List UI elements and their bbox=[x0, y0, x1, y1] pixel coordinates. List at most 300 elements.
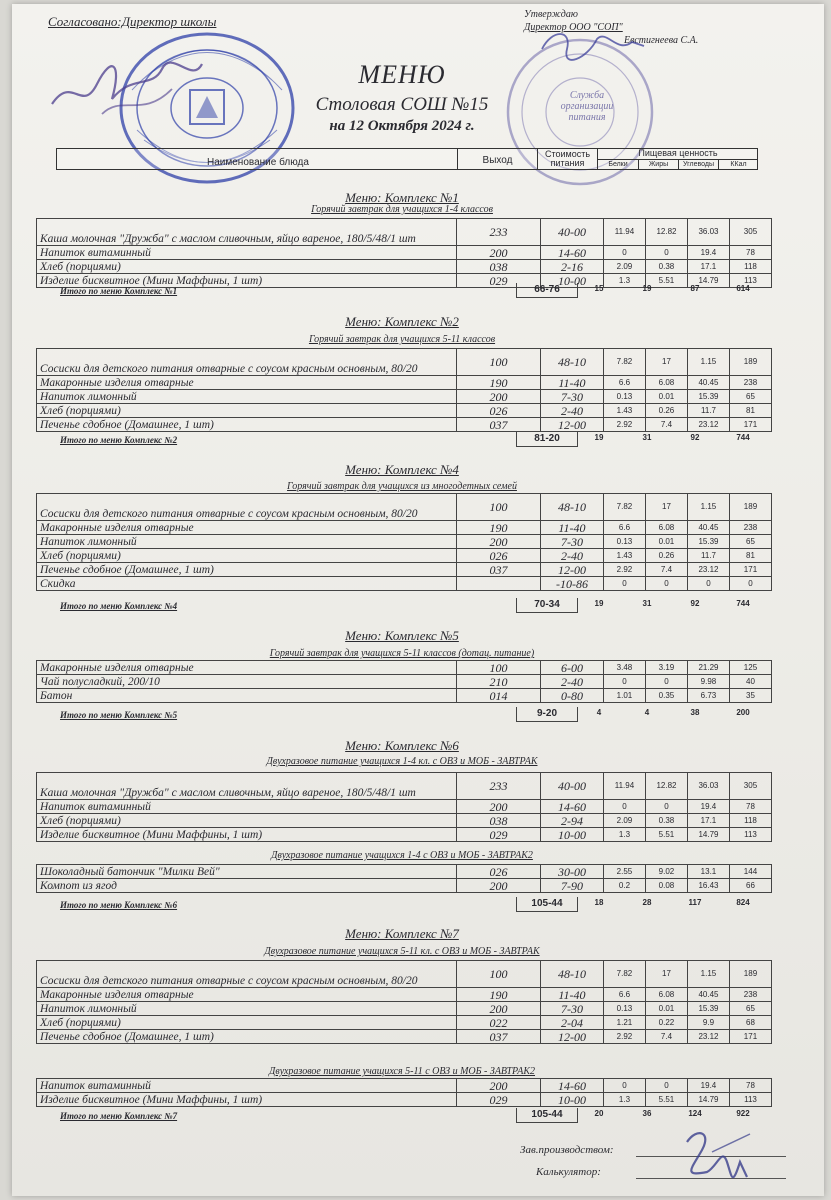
dish-protein: 0 bbox=[603, 577, 645, 591]
dish-fat: 17 bbox=[645, 494, 687, 521]
dish-output: 100 bbox=[456, 961, 540, 988]
dish-carbs: 36.03 bbox=[687, 219, 729, 246]
complex-title: Меню: Комплекс №7 bbox=[345, 926, 459, 941]
dish-fat: 3.19 bbox=[645, 661, 687, 675]
complex-title: Меню: Комплекс №2 bbox=[345, 314, 459, 329]
dish-carbs: 14.79 bbox=[687, 828, 729, 842]
dish-output: 022 bbox=[456, 1016, 540, 1030]
table-row bbox=[37, 675, 772, 689]
dish-name: Изделие бисквитное (Мини Маффины, 1 шт) bbox=[37, 274, 457, 288]
dish-output: 190 bbox=[456, 376, 540, 390]
total-fat: 4 bbox=[644, 708, 650, 717]
complex-total-price: 105-44 bbox=[516, 897, 578, 912]
dish-fat: 12.82 bbox=[645, 219, 687, 246]
dish-fat: 0.08 bbox=[645, 879, 687, 893]
dish-carbs: 23.12 bbox=[687, 563, 729, 577]
dish-price: 2-40 bbox=[540, 549, 603, 563]
col-output: Выход bbox=[457, 149, 537, 169]
nutrition-label: Пищевая ценность bbox=[638, 148, 718, 158]
dish-price: 10-00 bbox=[540, 274, 603, 288]
total-protein: 19 bbox=[594, 433, 604, 442]
dish-kcal: 35 bbox=[729, 689, 771, 703]
dish-fat: 0.35 bbox=[645, 689, 687, 703]
dish-output: 210 bbox=[456, 675, 540, 689]
dish-kcal: 81 bbox=[729, 549, 771, 563]
col-name: Наименование блюда bbox=[207, 157, 309, 168]
dish-name: Изделие бисквитное (Мини Маффины, 1 шт) bbox=[37, 828, 457, 842]
dish-price: 48-10 bbox=[540, 961, 603, 988]
group-subtitle: Двухразовое питание учащихся 1-4 кл. с ОВЗ и МОБ - ЗАВТРАК bbox=[266, 756, 538, 767]
dish-kcal: 144 bbox=[729, 865, 771, 879]
dish-carbs: 11.7 bbox=[687, 404, 729, 418]
dish-price: 7-30 bbox=[540, 535, 603, 549]
dish-price: 12-00 bbox=[540, 418, 603, 432]
dish-carbs: 1.15 bbox=[687, 494, 729, 521]
dish-kcal: 113 bbox=[729, 828, 771, 842]
complex-total-price: 81-20 bbox=[516, 432, 578, 447]
complex-total-nutrition bbox=[576, 708, 772, 722]
dish-fat: 0 bbox=[645, 577, 687, 591]
dish-carbs: 17.1 bbox=[687, 260, 729, 274]
dish-protein: 1.01 bbox=[603, 689, 645, 703]
col-protein: Белки bbox=[598, 159, 638, 169]
table-row bbox=[37, 865, 772, 879]
dish-carbs: 14.79 bbox=[687, 274, 729, 288]
dish-name: Напиток лимонный bbox=[37, 390, 457, 404]
dish-output: 200 bbox=[456, 246, 540, 260]
group-subtitle: Двухразовое питание учащихся 5-11 кл. с ОВЗ и МОБ - ЗАВТРАК bbox=[264, 946, 540, 957]
dish-kcal: 118 bbox=[729, 814, 771, 828]
dish-fat: 0.26 bbox=[645, 404, 687, 418]
menu-table bbox=[36, 218, 772, 288]
dish-price: 48-10 bbox=[540, 494, 603, 521]
dish-protein: 1.3 bbox=[603, 828, 645, 842]
dish-kcal: 238 bbox=[729, 521, 771, 535]
dish-protein: 2.09 bbox=[603, 814, 645, 828]
dish-kcal: 78 bbox=[729, 1079, 771, 1093]
dish-kcal: 68 bbox=[729, 1016, 771, 1030]
dish-protein: 1.43 bbox=[603, 404, 645, 418]
dish-price: 14-60 bbox=[540, 246, 603, 260]
approver-signature-icon bbox=[532, 24, 652, 64]
table-row bbox=[37, 814, 772, 828]
dish-kcal: 40 bbox=[729, 675, 771, 689]
group-subtitle: Двухразовое питание учащихся 1-4 с ОВЗ и МОБ - ЗАВТРАК2 bbox=[271, 850, 533, 861]
dish-name: Сосиски для детского питания отварные с соусом красным основным, 80/20 bbox=[37, 961, 457, 988]
dish-output: 233 bbox=[456, 773, 540, 800]
group-subtitle: Горячий завтрак для учащихся из многодетных семей bbox=[287, 481, 517, 492]
dish-carbs: 9.98 bbox=[687, 675, 729, 689]
dish-price: 7-30 bbox=[540, 1002, 603, 1016]
dish-kcal: 305 bbox=[729, 773, 771, 800]
dish-name: Печенье сдобное (Домашнее, 1 шт) bbox=[37, 418, 457, 432]
dish-protein: 0 bbox=[603, 800, 645, 814]
dish-fat: 6.08 bbox=[645, 521, 687, 535]
dish-name: Печенье сдобное (Домашнее, 1 шт) bbox=[37, 1030, 457, 1044]
dish-kcal: 189 bbox=[729, 349, 771, 376]
dish-fat: 0 bbox=[645, 246, 687, 260]
total-fat: 36 bbox=[642, 1109, 652, 1118]
dish-fat: 0.26 bbox=[645, 549, 687, 563]
complex-total-nutrition bbox=[576, 284, 772, 298]
dish-output: 200 bbox=[456, 1079, 540, 1093]
dish-output: 014 bbox=[456, 689, 540, 703]
dish-output: 200 bbox=[456, 879, 540, 893]
dish-protein: 6.6 bbox=[603, 376, 645, 390]
dish-kcal: 113 bbox=[729, 1093, 771, 1107]
dish-protein: 7.82 bbox=[603, 349, 645, 376]
total-fat: 31 bbox=[642, 433, 652, 442]
dish-price: 2-04 bbox=[540, 1016, 603, 1030]
dish-name: Печенье сдобное (Домашнее, 1 шт) bbox=[37, 563, 457, 577]
dish-fat: 7.4 bbox=[645, 563, 687, 577]
dish-carbs: 1.15 bbox=[687, 961, 729, 988]
total-protein: 20 bbox=[594, 1109, 604, 1118]
dish-price: 12-00 bbox=[540, 1030, 603, 1044]
table-row bbox=[37, 879, 772, 893]
dish-carbs: 36.03 bbox=[687, 773, 729, 800]
dish-kcal: 125 bbox=[729, 661, 771, 675]
complex-title: Меню: Комплекс №5 bbox=[345, 628, 459, 643]
dish-protein: 2.92 bbox=[603, 563, 645, 577]
menu-table bbox=[36, 772, 772, 842]
dish-name: Напиток витаминный bbox=[37, 800, 457, 814]
dish-kcal: 78 bbox=[729, 246, 771, 260]
dish-carbs: 6.73 bbox=[687, 689, 729, 703]
dish-output: 038 bbox=[456, 814, 540, 828]
dish-kcal: 118 bbox=[729, 260, 771, 274]
dish-price: 11-40 bbox=[540, 376, 603, 390]
dish-fat: 7.4 bbox=[645, 418, 687, 432]
total-kcal: 200 bbox=[736, 708, 750, 717]
table-row bbox=[37, 246, 772, 260]
dish-output: 037 bbox=[456, 418, 540, 432]
menu-sheet bbox=[12, 4, 824, 1196]
dish-carbs: 13.1 bbox=[687, 865, 729, 879]
dish-carbs: 19.4 bbox=[687, 246, 729, 260]
table-row bbox=[37, 418, 772, 432]
dish-price: 7-30 bbox=[540, 390, 603, 404]
group-subtitle: Горячий завтрак для учащихся 1-4 классов bbox=[311, 204, 493, 215]
dish-price: 12-00 bbox=[540, 563, 603, 577]
total-carbs: 38 bbox=[690, 708, 700, 717]
dish-protein: 1.3 bbox=[603, 274, 645, 288]
dish-protein: 2.92 bbox=[603, 1030, 645, 1044]
dish-fat: 0 bbox=[645, 675, 687, 689]
dish-name: Хлеб (порциями) bbox=[37, 404, 457, 418]
dish-name: Компот из ягод bbox=[37, 879, 457, 893]
table-row bbox=[37, 219, 772, 246]
dish-output: 190 bbox=[456, 988, 540, 1002]
dish-fat: 5.51 bbox=[645, 274, 687, 288]
dish-output: 029 bbox=[456, 1093, 540, 1107]
total-kcal: 922 bbox=[736, 1109, 750, 1118]
dish-fat: 9.02 bbox=[645, 865, 687, 879]
dish-name: Хлеб (порциями) bbox=[37, 549, 457, 563]
dish-carbs: 0 bbox=[687, 577, 729, 591]
dish-carbs: 17.1 bbox=[687, 814, 729, 828]
dish-protein: 3.48 bbox=[603, 661, 645, 675]
dish-output bbox=[456, 577, 540, 591]
table-row bbox=[37, 1016, 772, 1030]
dish-kcal: 189 bbox=[729, 961, 771, 988]
dish-name: Каша молочная "Дружба" с маслом сливочным, яйцо вареное, 180/5/48/1 шт bbox=[37, 773, 457, 800]
dish-carbs: 21.29 bbox=[687, 661, 729, 675]
total-protein: 15 bbox=[594, 284, 604, 293]
complex-total-label: Итого по меню Комплекс №7 bbox=[60, 1111, 178, 1121]
dish-fat: 5.51 bbox=[645, 1093, 687, 1107]
dish-fat: 0.01 bbox=[645, 390, 687, 404]
dish-kcal: 66 bbox=[729, 879, 771, 893]
col-nutrition bbox=[597, 149, 757, 169]
dish-output: 233 bbox=[456, 219, 540, 246]
group-subtitle: Горячий завтрак для учащихся 5-11 классов (дотац. питание) bbox=[269, 648, 535, 659]
dish-name: Сосиски для детского питания отварные с соусом красным основным, 80/20 bbox=[37, 349, 457, 376]
dish-name: Хлеб (порциями) bbox=[37, 814, 457, 828]
total-carbs: 124 bbox=[688, 1109, 702, 1118]
dish-protein: 11.94 bbox=[603, 773, 645, 800]
table-row bbox=[37, 661, 772, 675]
dish-name: Макаронные изделия отварные bbox=[37, 988, 457, 1002]
total-protein: 4 bbox=[596, 708, 602, 717]
dish-price: 11-40 bbox=[540, 988, 603, 1002]
dish-price: 14-60 bbox=[540, 1079, 603, 1093]
approval-line-2: Директор ООО "СОП" bbox=[524, 22, 623, 33]
table-row bbox=[37, 1002, 772, 1016]
dish-fat: 12.82 bbox=[645, 773, 687, 800]
dish-kcal: 78 bbox=[729, 800, 771, 814]
menu-date: на 12 Октября 2024 г. bbox=[329, 118, 475, 134]
dish-price: 11-40 bbox=[540, 521, 603, 535]
total-fat: 31 bbox=[642, 599, 652, 608]
table-row bbox=[37, 349, 772, 376]
col-cost: Стоимость питания bbox=[537, 149, 597, 169]
dish-protein: 1.3 bbox=[603, 1093, 645, 1107]
complex-total-price: 9-20 bbox=[516, 707, 578, 722]
dish-name: Шоколадный батончик "Милки Вей" bbox=[37, 865, 457, 879]
dish-output: 200 bbox=[456, 800, 540, 814]
dish-name: Скидка bbox=[37, 577, 457, 591]
dish-protein: 0.13 bbox=[603, 390, 645, 404]
dish-kcal: 171 bbox=[729, 1030, 771, 1044]
table-row bbox=[37, 1079, 772, 1093]
dish-kcal: 171 bbox=[729, 563, 771, 577]
dish-name: Напиток лимонный bbox=[37, 1002, 457, 1016]
dish-protein: 11.94 bbox=[603, 219, 645, 246]
total-carbs: 92 bbox=[690, 433, 700, 442]
dish-protein: 0.13 bbox=[603, 1002, 645, 1016]
dish-protein: 1.21 bbox=[603, 1016, 645, 1030]
dish-price: 30-00 bbox=[540, 865, 603, 879]
complex-title: Меню: Комплекс №6 bbox=[345, 738, 459, 753]
dish-price: 7-90 bbox=[540, 879, 603, 893]
dish-kcal: 189 bbox=[729, 494, 771, 521]
dish-price: 14-60 bbox=[540, 800, 603, 814]
dish-name: Хлеб (порциями) bbox=[37, 260, 457, 274]
dish-protein: 0.13 bbox=[603, 535, 645, 549]
dish-output: 190 bbox=[456, 521, 540, 535]
dish-fat: 0.22 bbox=[645, 1016, 687, 1030]
total-kcal: 744 bbox=[736, 433, 750, 442]
dish-kcal: 65 bbox=[729, 1002, 771, 1016]
table-row bbox=[37, 404, 772, 418]
complex-title: Меню: Комплекс №1 bbox=[345, 190, 459, 205]
dish-price: 10-00 bbox=[540, 828, 603, 842]
dish-carbs: 23.12 bbox=[687, 418, 729, 432]
table-row bbox=[37, 549, 772, 563]
dish-output: 026 bbox=[456, 404, 540, 418]
table-row bbox=[37, 773, 772, 800]
dish-protein: 2.55 bbox=[603, 865, 645, 879]
dish-carbs: 15.39 bbox=[687, 535, 729, 549]
calculator-label: Калькулятор: bbox=[536, 1166, 601, 1178]
table-row bbox=[37, 988, 772, 1002]
dish-price: 2-94 bbox=[540, 814, 603, 828]
agreed-label: Согласовано:Директор школы bbox=[48, 14, 217, 29]
dish-name: Напиток лимонный bbox=[37, 535, 457, 549]
dish-output: 100 bbox=[456, 349, 540, 376]
dish-price: 6-00 bbox=[540, 661, 603, 675]
complex-total-price: 70-34 bbox=[516, 598, 578, 613]
dish-fat: 0.01 bbox=[645, 535, 687, 549]
complex-total-label: Итого по меню Комплекс №2 bbox=[60, 435, 178, 445]
dish-fat: 17 bbox=[645, 961, 687, 988]
dish-output: 029 bbox=[456, 274, 540, 288]
complex-total-nutrition bbox=[576, 898, 772, 912]
dish-output: 037 bbox=[456, 1030, 540, 1044]
approval-line-1: Утверждаю bbox=[524, 9, 578, 20]
dish-carbs: 1.15 bbox=[687, 349, 729, 376]
dish-fat: 0.38 bbox=[645, 814, 687, 828]
dish-output: 100 bbox=[456, 494, 540, 521]
table-row bbox=[37, 961, 772, 988]
dish-fat: 5.51 bbox=[645, 828, 687, 842]
table-row bbox=[37, 535, 772, 549]
total-kcal: 614 bbox=[736, 284, 750, 293]
dish-output: 029 bbox=[456, 828, 540, 842]
dish-name: Каша молочная "Дружба" с маслом сливочным, яйцо вареное, 180/5/48/1 шт bbox=[37, 219, 457, 246]
dish-fat: 0.01 bbox=[645, 1002, 687, 1016]
total-fat: 19 bbox=[642, 284, 652, 293]
table-row bbox=[37, 260, 772, 274]
dish-name: Батон bbox=[37, 689, 457, 703]
total-protein: 19 bbox=[594, 599, 604, 608]
dish-output: 026 bbox=[456, 549, 540, 563]
complex-total-price: 66-76 bbox=[516, 283, 578, 298]
complex-total-price: 105-44 bbox=[516, 1108, 578, 1123]
dish-carbs: 19.4 bbox=[687, 800, 729, 814]
dish-protein: 7.82 bbox=[603, 494, 645, 521]
dish-protein: 6.6 bbox=[603, 988, 645, 1002]
total-carbs: 87 bbox=[690, 284, 700, 293]
dish-output: 100 bbox=[456, 661, 540, 675]
dish-price: 10-00 bbox=[540, 1093, 603, 1107]
dish-kcal: 65 bbox=[729, 535, 771, 549]
complex-total-label: Итого по меню Комплекс №1 bbox=[60, 286, 178, 296]
dish-price: 40-00 bbox=[540, 219, 603, 246]
dish-carbs: 16.43 bbox=[687, 879, 729, 893]
dish-kcal: 81 bbox=[729, 404, 771, 418]
table-row bbox=[37, 390, 772, 404]
complex-total-nutrition bbox=[576, 599, 772, 613]
dish-carbs: 23.12 bbox=[687, 1030, 729, 1044]
group-subtitle: Двухразовое питание учащихся 5-11 с ОВЗ и МОБ - ЗАВТРАК2 bbox=[268, 1066, 536, 1077]
dish-protein: 0 bbox=[603, 1079, 645, 1093]
dish-fat: 17 bbox=[645, 349, 687, 376]
menu-table bbox=[36, 493, 772, 591]
stamp-right-text: Служба организации питания bbox=[560, 90, 614, 123]
dish-carbs: 19.4 bbox=[687, 1079, 729, 1093]
menu-table bbox=[36, 348, 772, 432]
table-row bbox=[37, 828, 772, 842]
dish-output: 200 bbox=[456, 535, 540, 549]
dish-protein: 0 bbox=[603, 246, 645, 260]
production-signature-icon bbox=[672, 1122, 762, 1192]
dish-protein: 7.82 bbox=[603, 961, 645, 988]
complex-total-nutrition bbox=[576, 433, 772, 447]
dish-fat: 6.08 bbox=[645, 376, 687, 390]
dish-name: Макаронные изделия отварные bbox=[37, 661, 457, 675]
total-kcal: 744 bbox=[736, 599, 750, 608]
dish-price: -10-86 bbox=[540, 577, 603, 591]
total-kcal: 824 bbox=[736, 898, 750, 907]
dish-name: Макаронные изделия отварные bbox=[37, 376, 457, 390]
group-subtitle: Горячий завтрак для учащихся 5-11 классов bbox=[308, 334, 496, 345]
dish-carbs: 15.39 bbox=[687, 1002, 729, 1016]
menu-table bbox=[36, 1078, 772, 1107]
dish-name: Сосиски для детского питания отварные с соусом красным основным, 80/20 bbox=[37, 494, 457, 521]
dish-price: 0-80 bbox=[540, 689, 603, 703]
dish-carbs: 40.45 bbox=[687, 376, 729, 390]
dish-carbs: 15.39 bbox=[687, 390, 729, 404]
menu-table bbox=[36, 960, 772, 1044]
dish-name: Напиток витаминный bbox=[37, 246, 457, 260]
table-row bbox=[37, 376, 772, 390]
approval-line-3: Евстигнеева С.А. bbox=[624, 35, 699, 46]
dish-carbs: 40.45 bbox=[687, 521, 729, 535]
dish-fat: 7.4 bbox=[645, 1030, 687, 1044]
dish-price: 2-16 bbox=[540, 260, 603, 274]
dish-carbs: 11.7 bbox=[687, 549, 729, 563]
table-row bbox=[37, 494, 772, 521]
total-carbs: 92 bbox=[690, 599, 700, 608]
col-carbs: Углеводы bbox=[678, 159, 718, 169]
dish-kcal: 0 bbox=[729, 577, 771, 591]
dish-kcal: 238 bbox=[729, 988, 771, 1002]
dish-kcal: 171 bbox=[729, 418, 771, 432]
dish-carbs: 9.9 bbox=[687, 1016, 729, 1030]
dish-protein: 2.92 bbox=[603, 418, 645, 432]
dish-carbs: 40.45 bbox=[687, 988, 729, 1002]
menu-table bbox=[36, 660, 772, 703]
dish-fat: 6.08 bbox=[645, 988, 687, 1002]
complex-title: Меню: Комплекс №4 bbox=[345, 462, 459, 477]
dish-name: Хлеб (порциями) bbox=[37, 1016, 457, 1030]
dish-protein: 6.6 bbox=[603, 521, 645, 535]
dish-name: Чай полусладкий, 200/10 bbox=[37, 675, 457, 689]
column-header bbox=[56, 148, 758, 170]
total-fat: 28 bbox=[642, 898, 652, 907]
dish-protein: 2.09 bbox=[603, 260, 645, 274]
dish-name: Напиток витаминный bbox=[37, 1079, 457, 1093]
dish-output: 037 bbox=[456, 563, 540, 577]
dish-fat: 0 bbox=[645, 1079, 687, 1093]
dish-kcal: 113 bbox=[729, 274, 771, 288]
dish-output: 200 bbox=[456, 1002, 540, 1016]
dish-kcal: 305 bbox=[729, 219, 771, 246]
canteen-name: Столовая СОШ №15 bbox=[315, 94, 489, 115]
total-carbs: 117 bbox=[688, 898, 702, 907]
